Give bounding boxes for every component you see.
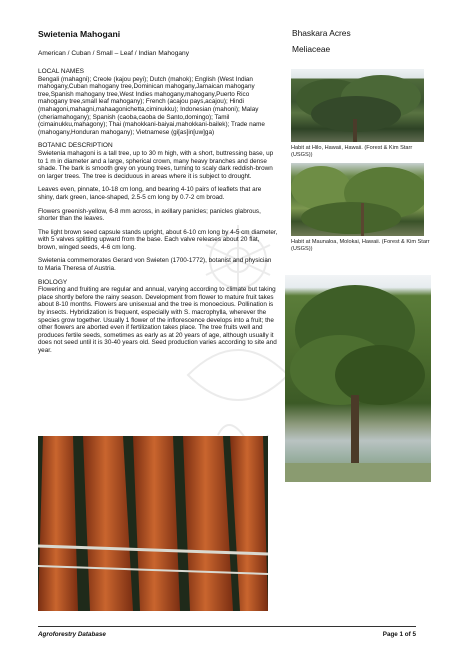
main-text-column xyxy=(38,68,278,361)
botanic-paragraph-1: Swietenia mahagoni is a tall tree, up to 30 m high, with a short, buttressing base, up to 1 m in diameter and a large, spherical crown, many heavy branches and dense shade. The bark is smooth grey on young trees, turning to scaly dark reddish-brown on larger trees. The tree is deciduous in areas where it is subject to drought. xyxy=(38,149,274,180)
footer-divider xyxy=(38,626,416,627)
photo-habit-maunaloa xyxy=(291,163,424,236)
botanic-paragraph-2: Leaves even, pinnate, 10-18 cm long, and bearing 4-10 pairs of leaflets that are shiny, dark green, lance-shaped, 2.5-5 cm long by 0.7-2 cm broad. xyxy=(38,186,262,201)
heading-biology: BIOLOGY xyxy=(38,278,68,286)
tall-tree-illustration xyxy=(285,275,431,482)
botanic-paragraph-4: The light brown seed capsule stands upright, about 6-10 cm long by 4-5 cm diameter, with 5 valves splitting upward from the base. Each valve releases about 20 flat, brown, winged seeds, 4-6 cm long. xyxy=(38,228,278,251)
organization-name: Bhaskara Acres xyxy=(292,28,351,38)
footer-database-name: Agroforestry Database xyxy=(38,631,106,638)
botanic-paragraph-5: Swietenia commemorates Gerard von Swieten (1700-1772), botanist and physician to Maria Theresa of Austria. xyxy=(38,257,272,273)
heading-botanic-description: BOTANIC DESCRIPTION xyxy=(38,142,113,150)
timber-planks-illustration xyxy=(38,436,268,611)
photo-habit-hilo xyxy=(291,69,424,142)
plant-family: Meliaceae xyxy=(292,44,331,54)
tree-canopy-illustration xyxy=(291,69,424,142)
local-names-text: Bengali (mahagni); Creole (kajou peyi); Dutch (mahok); English (West Indian mahogany,Cuban mahogany tree,Dominican mahogany,Jamaican mahogany tree,Spanish mahogany tree,West Indies mahogany,mahogany,Puerto Rico mahogany tree,small leaf mahogany); French (acajou pays,acajou); Hindi (mahagoni,mahagni,mahaagonichetta,ciminukku); Indonesian (mahoni); Malay (cheriamahogany); Spanish (caoba,caoba de Santo,domingo); Tamil (cimainukku,mahagony); Thai (mahokkani-baiyai,mahokkani-bailek); Trade name (mahogany,Honduran mahogany); Vietnamese (gi[as]in[uw]ga) xyxy=(38,75,265,136)
heading-local-names: LOCAL NAMES xyxy=(38,68,84,75)
photo-tall-tree xyxy=(285,275,431,482)
photo-caption-2: Habit at Maunaloa, Molokai, Hawaii. (Forest & Kim Starr (USGS)) xyxy=(291,239,430,252)
biology-text: Flowering and fruiting are regular and annual, varying according to climate but taking place shortly before the rainy season. Development from flower to mature fruit takes about 8-10 months. Flowers are unisexual and the tree is monoecious. Pollination is by insects. Hybridization is frequent, especially with S. macrophylla, wherever the species grow together. Usually 1 flower of the inflorescence develops into a fruit; the other flowers are aborted even if fertilization takes place. The tree fruits well and produces fertile seeds, sometimes as early as at 20 years of age, although usually it does not seed until it is 30-40 years old. Seed production varies according to site and year. xyxy=(38,286,277,354)
botanic-paragraph-3: Flowers greenish-yellow, 6-8 mm across, in axillary panicles; panicles glabrous, shorter than the leaves. xyxy=(38,207,261,223)
photo-timber-planks xyxy=(38,436,268,611)
photo-caption-1: Habit at Hilo, Hawaii, Hawaii. (Forest & Kim Starr (USGS)) xyxy=(291,145,413,158)
document-subtitle: American / Cuban / Small – Leaf / Indian Mahogany xyxy=(38,50,190,57)
document-title: Swietenia Mahogani xyxy=(38,29,121,39)
foliage-illustration xyxy=(291,163,424,236)
footer-page-number: Page 1 of 5 xyxy=(382,631,416,638)
